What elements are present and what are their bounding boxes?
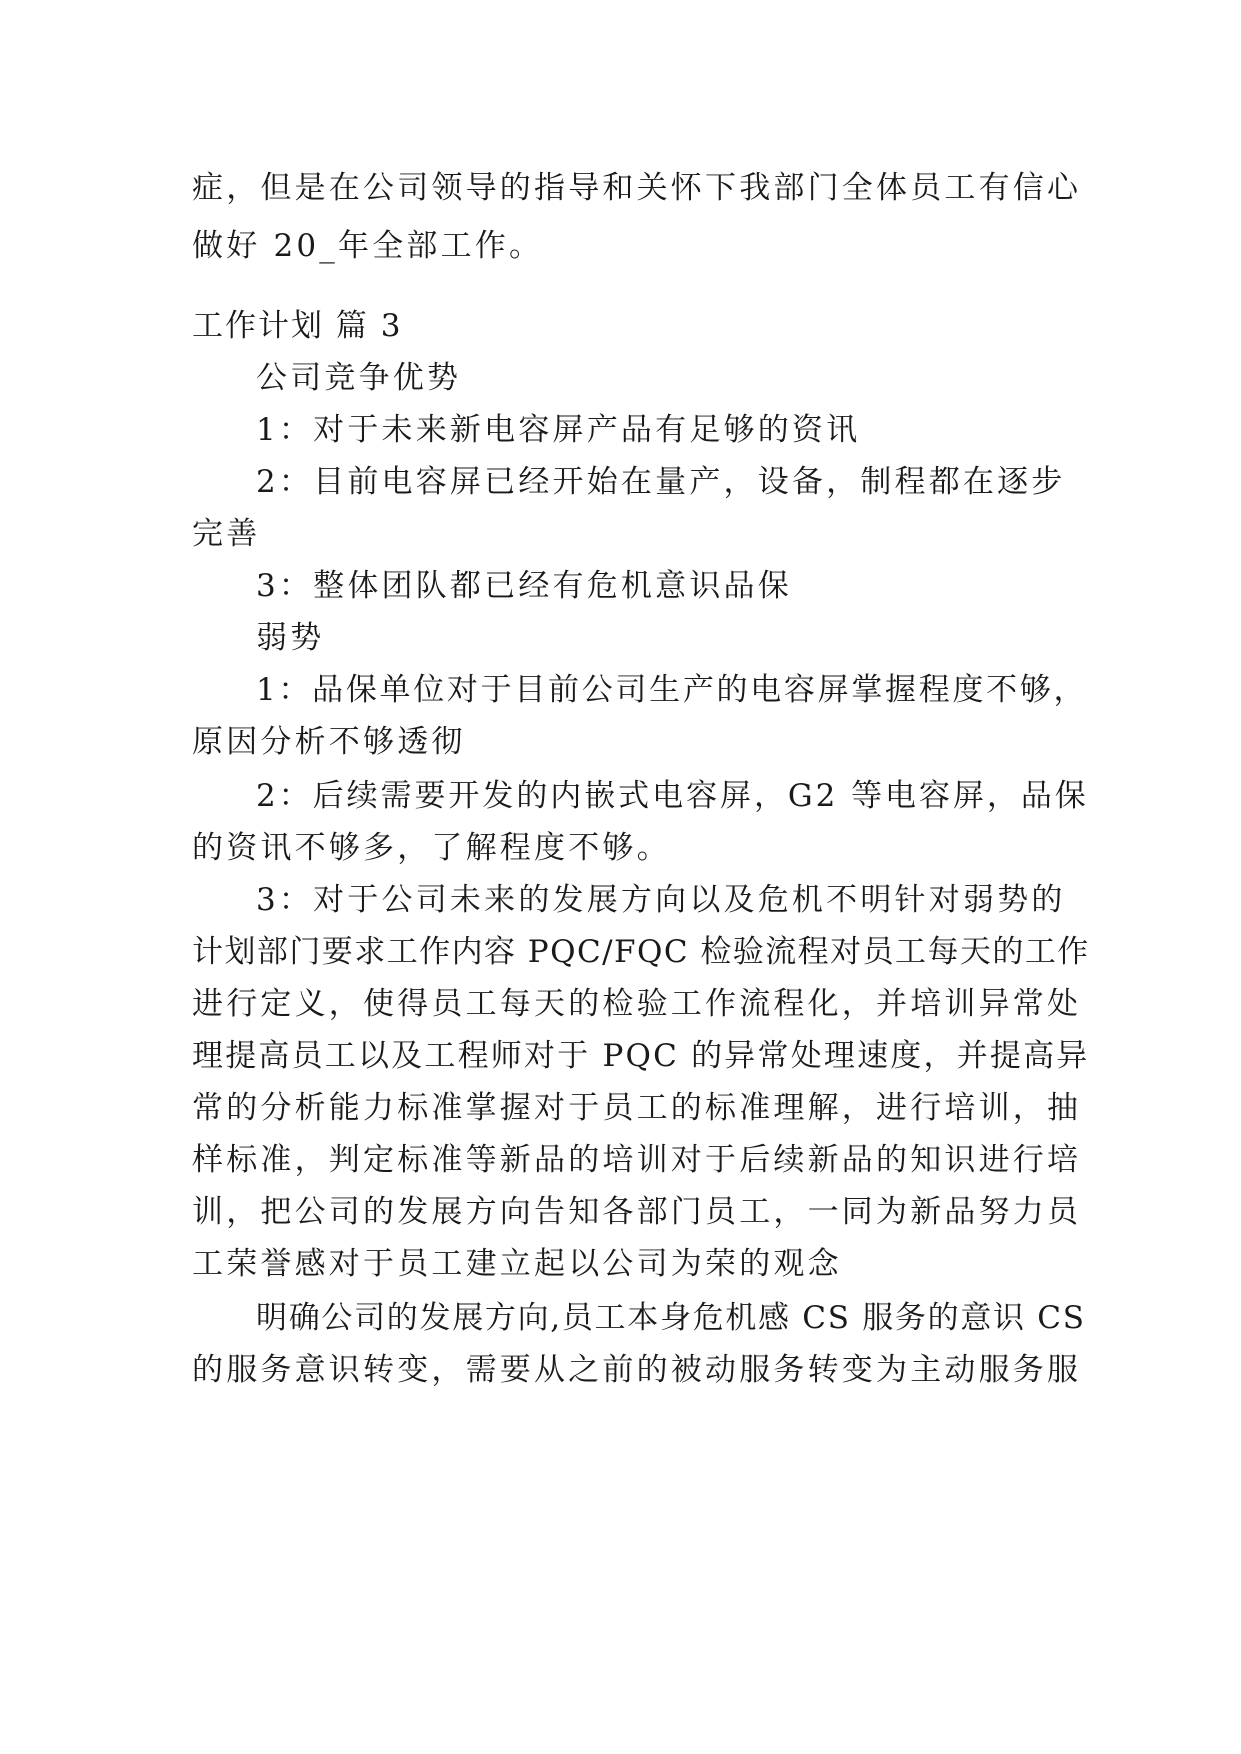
body-text-line: 3：整体团队都已经有危机意识品保 [256, 568, 792, 604]
subheading-weaknesses: 弱势 [256, 620, 325, 656]
body-text-line: 完善 [192, 516, 261, 552]
body-text-line: 做好 20_年全部工作。 [192, 228, 544, 264]
body-text-line: 训，把公司的发展方向告知各部门员工，一同为新品努力员 [192, 1194, 1082, 1230]
body-text-line: 2：后续需要开发的内嵌式电容屏，G2 等电容屏，品保 [256, 778, 1089, 814]
body-text-line: 常的分析能力标准掌握对于员工的标准理解，进行培训，抽 [192, 1090, 1082, 1126]
body-text-line: 样标准，判定标准等新品的培训对于后续新品的知识进行培 [192, 1142, 1082, 1178]
body-text-line: 1：对于未来新电容屏产品有足够的资讯 [256, 412, 861, 448]
body-text-line: 理提高员工以及工程师对于 PQC 的异常处理速度，并提高异 [192, 1038, 1090, 1074]
body-text-line: 原因分析不够透彻 [192, 724, 466, 760]
body-text-line: 工荣誉感对于员工建立起以公司为荣的观念 [192, 1246, 842, 1282]
body-text-line: 1：品保单位对于目前公司生产的电容屏掌握程度不够， [256, 672, 1088, 708]
body-text-line: 明确公司的发展方向,员工本身危机感 CS 服务的意识 CS [256, 1300, 1086, 1336]
body-text-line: 症，但是在公司领导的指导和关怀下我部门全体员工有信心 [192, 170, 1082, 206]
body-text-line: 3：对于公司未来的发展方向以及危机不明针对弱势的 [256, 882, 1066, 918]
section-heading: 工作计划 篇 3 [192, 308, 403, 344]
body-text-line: 的资讯不够多，了解程度不够。 [192, 830, 671, 866]
body-text-line: 计划部门要求工作内容 PQC/FQC 检验流程对员工每天的工作 [192, 934, 1090, 970]
subheading-strengths: 公司竞争优势 [256, 360, 462, 396]
body-text-line: 的服务意识转变，需要从之前的被动服务转变为主动服务服 [192, 1352, 1082, 1388]
body-text-line: 进行定义，使得员工每天的检验工作流程化，并培训异常处 [192, 986, 1082, 1022]
body-text-line: 2：目前电容屏已经开始在量产，设备，制程都在逐步 [256, 464, 1066, 500]
